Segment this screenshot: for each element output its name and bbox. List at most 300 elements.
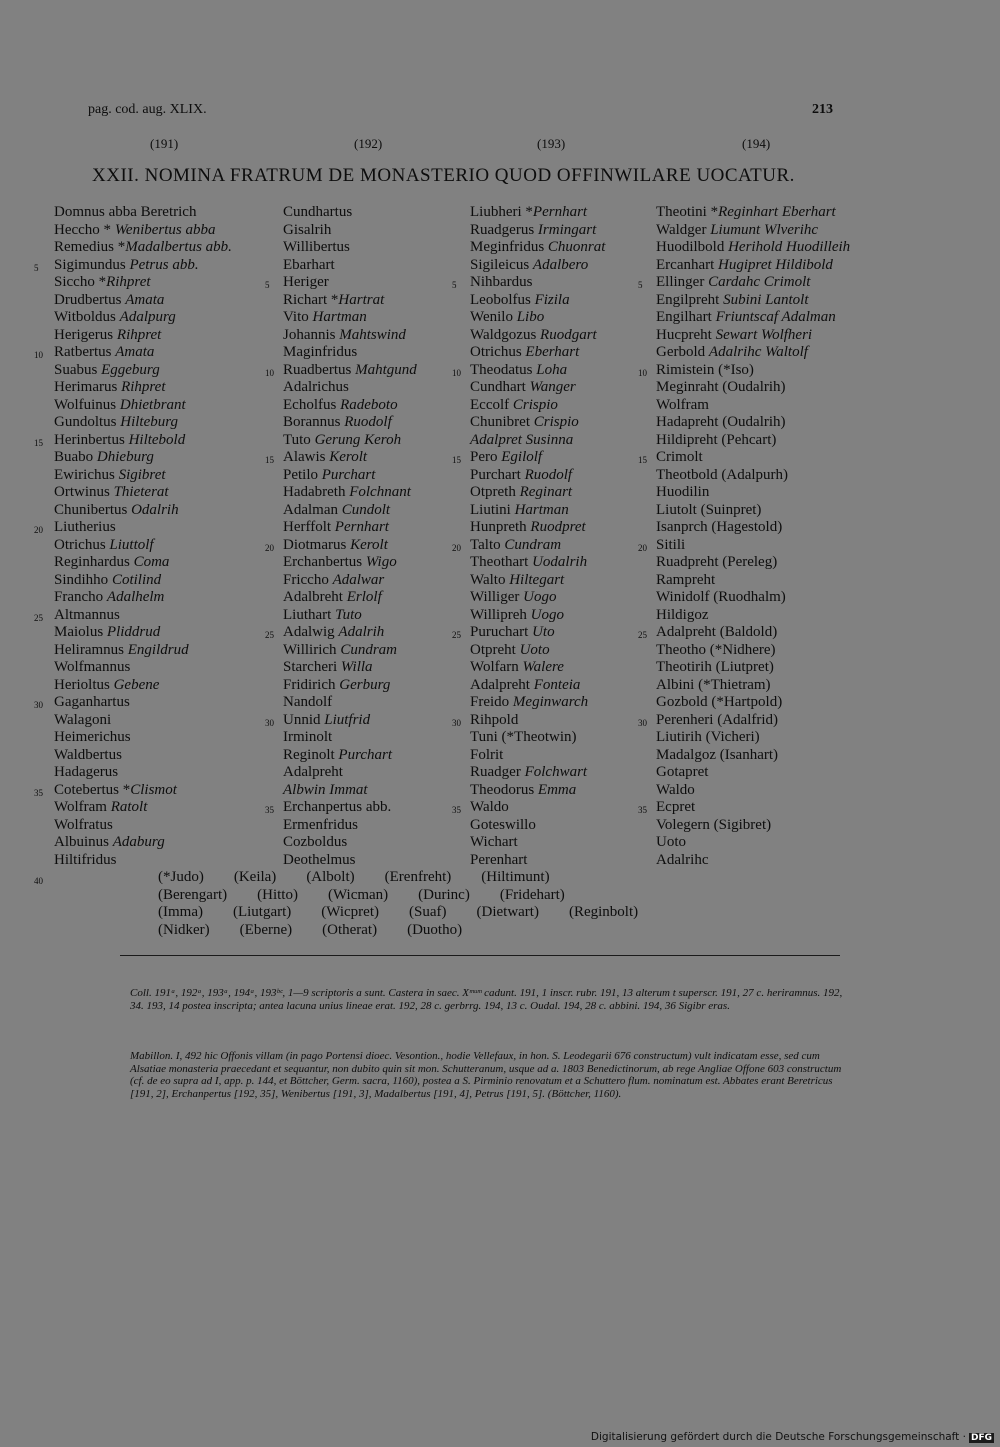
name-text: Meginfridus [470, 239, 548, 255]
name-text: Walto [470, 571, 510, 588]
name-italic: Folchnant [349, 484, 411, 500]
name-line [470, 817, 650, 835]
name-italic: Hiltebold [128, 431, 186, 448]
name-text: Ruadger [470, 764, 525, 780]
name-text: Nandolf [283, 694, 333, 710]
name-line [656, 642, 896, 660]
name-line [283, 817, 463, 835]
name-line [283, 642, 463, 660]
name-text: Wolfratus [54, 816, 113, 833]
name-italic: Libo [516, 309, 545, 325]
name-text: Otpreht [470, 641, 520, 658]
name-italic: Kerolt [329, 449, 368, 465]
line-number: 10 [34, 350, 43, 360]
name-column-192 [265, 204, 463, 869]
critical-apparatus: Coll. 191ᵃ, 192ᵃ, 193ᵃ, 194ᵃ, 193ᵇᶜ, 1—9 scriptoris a sunt. Castera in saec. Xᵐᵘᵐ cadunt. 191, 1 inscr. rubr. 191, 13 alterum t superscr. 191, 27 c. heriramnus. 192, 34. 193, 14 postea inscripta; antea lacuna unius lineae erat. 192, 28 c. gerbrrg. 194, 13 c. Oudal. 194, 28 c. abbini. 194, 36 Sigibr eras. [130, 987, 843, 1012]
name-text: Walagoni [54, 711, 112, 728]
name-text: Hucpreht [656, 326, 716, 343]
name-text: Starcheri [283, 659, 341, 675]
name-line [656, 659, 896, 677]
line-number: 15 [265, 455, 274, 465]
name-text: Waldgozus [470, 326, 541, 343]
name-italic: Hartman [514, 501, 569, 518]
name-italic: Pernhart [334, 519, 389, 535]
name-text: Wolfmannus [54, 659, 131, 675]
name-text: Pero [470, 449, 502, 465]
name-italic: Cundram [504, 536, 562, 553]
name-italic: Chuonrat [547, 239, 606, 255]
name-line [656, 834, 896, 852]
name-italic: Liuttolf [109, 536, 154, 553]
name-line [656, 729, 896, 747]
name-italic: Loha [536, 361, 568, 378]
name-italic: Adalwar [332, 571, 385, 588]
name-line [54, 852, 279, 870]
name-line [283, 379, 463, 397]
name-column-191 [34, 204, 279, 869]
name-line [656, 344, 896, 362]
name-text: Huodilin [656, 484, 710, 500]
name-line [656, 292, 896, 310]
name-line [638, 536, 896, 555]
name-text: Herigerus [54, 326, 117, 343]
name-line [54, 624, 279, 642]
name-line [470, 589, 650, 607]
bottom-name: (Imma) [158, 904, 203, 921]
footer-text: Digitalisierung gefördert durch die Deutsche Forschungsgemeinschaft · [590, 1431, 966, 1443]
name-text: Otpreth [470, 484, 520, 500]
name-text: Gozbold (*Hartpold) [656, 694, 783, 710]
dfg-logo: DFG [970, 1433, 992, 1443]
name-line [656, 379, 896, 397]
name-italic: Friuntscaf Adalman [715, 309, 836, 325]
name-line [54, 397, 279, 415]
bottom-name: (Fridehart) [499, 886, 565, 903]
name-text: Gotapret [656, 764, 709, 780]
name-line [656, 782, 896, 800]
name-line [470, 484, 650, 502]
name-line [54, 747, 279, 765]
bottom-name: (*Judo) [158, 869, 204, 885]
name-line [54, 572, 279, 590]
name-text: Waldo [656, 781, 695, 798]
name-italic: Thieterat [113, 484, 169, 500]
name-italic: Walere [522, 659, 564, 675]
name-text: Ermenfridus [283, 816, 358, 833]
line-number: 15 [34, 437, 43, 448]
name-line [265, 711, 463, 730]
name-italic: Rihpret [106, 274, 151, 290]
name-line [656, 432, 896, 450]
name-line [656, 467, 896, 485]
name-italic: Radeboto [340, 396, 398, 413]
name-line [638, 361, 896, 380]
name-line [54, 677, 279, 695]
name-line [54, 362, 279, 380]
name-italic: Cundolt [341, 501, 391, 518]
name-text: Leobolfus [470, 291, 535, 308]
name-text: Tuto [283, 431, 315, 448]
name-text: Witboldus [54, 309, 120, 325]
name-text: Hildipreht (Pehcart) [656, 431, 777, 448]
name-text: Hildigoz [656, 606, 709, 623]
name-line [638, 449, 896, 467]
name-text: Chunibertus [54, 501, 132, 518]
line-number: 30 [34, 700, 43, 710]
name-text: Siccho * [54, 274, 107, 290]
bottom-name: (Otherat) [322, 921, 378, 938]
name-italic: Adalpurg [119, 309, 176, 325]
name-line [34, 256, 279, 275]
name-line [283, 309, 463, 327]
name-text: Meginraht (Oudalrih) [656, 379, 786, 395]
name-text: Hadagerus [54, 764, 119, 780]
name-italic: Kerolt [350, 536, 388, 553]
name-text: Richart * [283, 291, 339, 308]
name-italic: Hartrat [338, 291, 385, 308]
name-text: Ercanhart [656, 256, 719, 273]
name-italic: Rihpret [121, 379, 166, 395]
name-text: Vito [283, 309, 313, 325]
line-number: 20 [34, 525, 43, 535]
name-italic: Ruodolf [344, 414, 392, 430]
name-line [283, 239, 463, 257]
name-italic: Albwin Immat [283, 781, 368, 798]
name-text: Tuni (*Theotwin) [470, 729, 577, 745]
name-italic: Uogo [523, 589, 557, 605]
name-line [54, 467, 279, 485]
name-text: Gundoltus [54, 414, 121, 430]
name-text: Alawis [283, 449, 330, 465]
bottom-name: (Nidker) [158, 921, 210, 938]
name-text: Maginfridus [283, 344, 358, 360]
commentary: Mabillon. I, 492 hic Offonis villam (in pago Portensi dioec. Vesontion., hodie Vellefaux, in hon. S. Leodegarii 676 constructum) vult indicatam esse, sed cum Alsatiae monasteria praecedant et sequantur, non dubito quin sit mon. Schutteranum, usque ad a. 1803 Benedictinorum, ab rege Angliae Offone 603 constructum (cf. de eo supra ad I, app. p. 144, et Böttcher, Germ. sacra, 1160), postea a S. Pirminio renovatum et a Schuttero flum. nominatum est. Abbates erant Beretricus [191, 2], Erchanpertus [192, 35], Wenibertus [191, 3], Madalbertus [191, 4], Petrus [191, 5]. (Böttcher, 1160). [130, 1050, 842, 1100]
name-italic: Mahtgund [355, 361, 417, 378]
name-text: Gerbold [656, 344, 709, 360]
name-line [638, 274, 896, 292]
name-italic: Petrus abb. [129, 256, 199, 273]
name-text: Diotmarus [283, 536, 351, 553]
name-line [656, 764, 896, 782]
name-line [656, 204, 896, 222]
name-italic: Crispio [533, 414, 579, 430]
name-line [470, 309, 650, 327]
name-italic: Reginart [519, 484, 573, 500]
name-italic: Sigibret [118, 466, 166, 483]
line-number: 35 [34, 787, 43, 798]
name-text: Winidolf (Ruodhalm) [656, 589, 786, 605]
name-line [283, 747, 463, 765]
name-italic: Adalrihc Waltolf [708, 344, 808, 360]
name-text: Wolfarn [470, 659, 523, 675]
line-number: 20 [638, 542, 647, 553]
name-text: Heimerichus [54, 729, 131, 745]
name-line [54, 537, 279, 555]
bottom-name-line [158, 922, 492, 939]
name-line [452, 449, 650, 467]
line-number: 5 [452, 280, 457, 290]
name-line [452, 361, 650, 380]
name-text: Engilhart [656, 309, 716, 325]
name-line [283, 502, 463, 520]
bottom-name: (Reginbolt) [568, 904, 639, 921]
name-italic: Uogo [530, 606, 564, 623]
name-line [283, 204, 463, 222]
name-italic: Irmingart [537, 221, 597, 238]
line-number: 10 [265, 367, 274, 378]
name-text: Rampreht [656, 571, 716, 588]
name-line [54, 712, 279, 730]
name-italic: Eggeburg [101, 361, 160, 378]
name-text: Theodorus [470, 781, 538, 798]
name-text: Wolfram [656, 396, 709, 413]
name-line [656, 309, 896, 327]
name-line [470, 642, 650, 660]
name-text: Herinbertus [54, 431, 129, 448]
name-line [470, 414, 650, 432]
name-line [265, 536, 463, 555]
name-text: Liutherius [54, 519, 116, 535]
bottom-name: (Dietwart) [476, 904, 539, 921]
name-line [265, 799, 463, 817]
name-italic: Pernhart [532, 204, 588, 220]
name-text: Wichart [470, 834, 518, 850]
name-line [470, 694, 650, 712]
name-line [283, 257, 463, 275]
name-line [283, 397, 463, 415]
bottom-name-line [158, 887, 595, 904]
name-line [54, 729, 279, 747]
name-text: Liuthart [283, 606, 336, 623]
name-text: Otrichus [470, 344, 526, 360]
name-text: Theotho (*Nidhere) [656, 641, 776, 658]
name-line [470, 239, 650, 257]
name-line [470, 572, 650, 590]
name-line [656, 607, 896, 625]
name-text: Suabus [54, 361, 102, 378]
name-text: Gisalrih [283, 221, 332, 238]
running-head: pag. cod. aug. XLIX. [88, 102, 207, 117]
bottom-name-line [158, 869, 580, 886]
page-title: XXII. NOMINA FRATRUM DE MONASTERIO QUOD OFFINWILARE UOCATUR. [92, 165, 795, 186]
name-line [283, 344, 463, 362]
line-number: 15 [638, 455, 647, 465]
name-line [54, 204, 279, 222]
name-text: Francho [54, 589, 107, 605]
name-italic: Crispio [512, 396, 558, 413]
name-text: Talto [470, 536, 505, 553]
name-italic: Ratolt [110, 799, 148, 815]
name-text: Otrichus [54, 536, 110, 553]
name-line [54, 642, 279, 660]
name-line [470, 677, 650, 695]
name-line [470, 519, 650, 537]
name-italic: Willa [340, 659, 373, 675]
line-number: 10 [452, 367, 461, 378]
name-italic: Gerburg [339, 676, 391, 693]
bottom-name: (Berengart) [158, 886, 228, 903]
name-text: Sigileicus [470, 256, 533, 273]
line-number: 15 [452, 455, 461, 465]
name-text: Theotbold (Adalpurh) [656, 466, 789, 483]
bottom-name: (Duotho) [407, 921, 463, 938]
page-number: 213 [812, 102, 833, 117]
column-number-194: (194) [742, 136, 771, 151]
line-number: 20 [452, 542, 461, 553]
name-line [470, 344, 650, 362]
name-line [470, 764, 650, 782]
name-text: Purchart [470, 466, 525, 483]
name-italic: Sewart Wolfheri [715, 326, 813, 343]
name-text: Gaganhartus [54, 694, 130, 710]
name-line [283, 677, 463, 695]
name-text: Nihbardus [470, 274, 533, 290]
name-text: Albini (*Thietram) [656, 676, 771, 693]
name-italic: Cundram [340, 641, 397, 658]
line-number: 25 [452, 630, 461, 640]
name-text: Herioltus [54, 676, 114, 693]
name-text: Echolfus [283, 396, 341, 413]
name-text: Wolfuinus [54, 396, 120, 413]
name-line [656, 572, 896, 590]
name-text: Theotirih (Liutpret) [656, 659, 774, 675]
name-line [638, 799, 896, 817]
name-italic: Adalbero [532, 256, 589, 273]
name-line [470, 729, 650, 747]
name-line [54, 799, 279, 817]
name-text: Rihpold [470, 711, 519, 728]
name-text: Crimolt [656, 449, 703, 465]
name-line [452, 536, 650, 555]
name-italic: Ruodpret [530, 519, 586, 535]
name-italic: Adalpret Susinna [470, 431, 574, 448]
name-italic: Tuto [335, 606, 362, 623]
name-line [54, 222, 279, 240]
name-text: Theothart [470, 554, 533, 570]
name-italic: Reginhart Eberhart [718, 204, 836, 220]
name-italic: Uto [532, 624, 555, 640]
name-italic: Gebene [113, 676, 160, 693]
name-italic: Hilteburg [120, 414, 179, 430]
name-text: Ratbertus [54, 344, 116, 360]
name-text: Cotebertus * [54, 781, 131, 798]
name-italic: Hiltegart [509, 571, 565, 588]
name-text: Willibertus [283, 239, 350, 255]
name-italic: Fonteia [533, 676, 581, 693]
name-italic: Fizila [534, 291, 570, 308]
name-line [656, 677, 896, 695]
name-line [54, 764, 279, 782]
name-line [470, 327, 650, 345]
name-text: Waldger [656, 221, 711, 238]
name-line [452, 624, 650, 642]
name-line [470, 379, 650, 397]
line-number: 25 [265, 630, 274, 640]
line-number: 20 [265, 542, 274, 553]
bottom-name: (Wicman) [327, 886, 389, 903]
name-italic: Engildrud [127, 641, 189, 658]
name-text: Petilo [283, 466, 322, 483]
name-text: Goteswillo [470, 816, 536, 833]
name-line [54, 554, 279, 572]
name-line [283, 292, 463, 310]
line-number: 35 [452, 805, 461, 815]
name-text: Ortwinus [54, 484, 114, 500]
name-line [283, 834, 463, 852]
line-number: 25 [34, 612, 43, 623]
name-text: Johannis [283, 326, 340, 343]
name-line [470, 852, 650, 870]
name-italic: Liutfrid [324, 711, 371, 728]
name-line [283, 659, 463, 677]
name-line [452, 799, 650, 817]
name-text: Adalman [283, 501, 342, 518]
name-text: Adalpreht (Baldold) [656, 624, 778, 640]
name-line [470, 502, 650, 520]
name-italic: Cotilind [111, 571, 162, 588]
name-line [656, 519, 896, 537]
name-italic: Amata [115, 344, 155, 360]
name-line [470, 222, 650, 240]
name-line [656, 222, 896, 240]
name-line [54, 327, 279, 345]
column-number-192: (192) [354, 136, 383, 151]
name-text: Adalrichus [283, 379, 349, 395]
name-text: Rimistein (*Iso) [656, 361, 754, 378]
name-line [452, 711, 650, 730]
name-text: Ebarhart [283, 256, 335, 273]
name-line [470, 607, 650, 625]
name-text: Unnid [283, 711, 325, 728]
line-number: 5 [638, 280, 643, 290]
name-italic: Odalrih [131, 501, 179, 518]
name-text: Ruadpreht (Pereleg) [656, 554, 778, 570]
name-text: Herimarus [54, 379, 122, 395]
name-line [283, 414, 463, 432]
name-text: Sitili [656, 536, 686, 553]
name-line [34, 431, 279, 450]
name-text: Isanprch (Hagestold) [656, 519, 783, 535]
name-text: Liutirih (Vicheri) [656, 729, 760, 745]
name-italic: Erlolf [346, 589, 382, 605]
name-text: Waldo [470, 799, 509, 815]
name-text: Liutolt (Suinpret) [656, 501, 762, 518]
name-text: Adalrihc [656, 851, 709, 868]
name-text: Adalbreht [283, 589, 347, 605]
name-italic: Pliddrud [106, 624, 161, 640]
name-text: Reginhardus [54, 554, 134, 570]
name-line [283, 467, 463, 485]
name-text: Adalpreht [283, 764, 343, 780]
name-italic: Adaburg [112, 834, 165, 850]
name-line [283, 222, 463, 240]
name-line [656, 257, 896, 275]
bottom-name: (Hiltimunt) [481, 869, 550, 885]
name-text: Maiolus [54, 624, 107, 640]
name-line [34, 781, 279, 800]
name-italic: Cardahc Crimolt [708, 274, 811, 290]
name-italic: Dhieburg [96, 449, 154, 465]
name-text: Liutini [470, 501, 515, 518]
name-line [470, 397, 650, 415]
name-italic: Herihold Huodilleih [728, 239, 851, 255]
bottom-name: (Erenfreht) [384, 869, 452, 885]
name-italic: Mahtswind [339, 326, 406, 343]
name-text: Chunibret [470, 414, 534, 430]
name-line [54, 449, 279, 467]
name-italic: Egilolf [501, 449, 543, 465]
name-text: Volegern (Sigibret) [656, 816, 772, 833]
